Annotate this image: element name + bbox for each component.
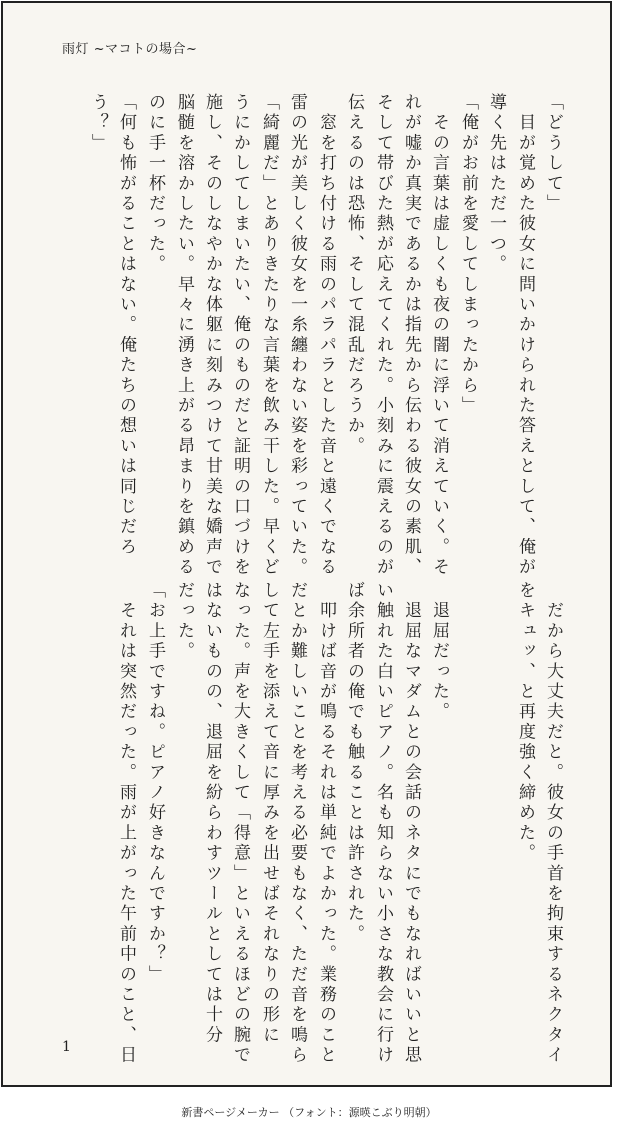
lower-line: それは突然だった。雨が上がった午前中のこと、日	[116, 581, 136, 1066]
upper-line: う？」	[88, 93, 108, 154]
lower-line: 「お上手ですね。ピアノ好きなんですか？」	[145, 581, 165, 985]
upper-line: れが嘘か真実であるかは指先から伝わる彼女の素肌、	[401, 93, 421, 578]
footer-credit: 新書ページメーカー （フォント：源暎こぶり明朝）	[181, 1106, 437, 1119]
lower-line: なった。声を大きくして「得意」といえるほどの腕で	[230, 581, 250, 1066]
page-number: 1	[62, 1039, 71, 1055]
upper-line: 「どうして」	[543, 93, 563, 215]
upper-line: 「何も怖がることはない。俺たちの想いは同じだろ	[116, 93, 136, 558]
upper-line: 施し、そのしなやかな体躯に刻みつけて甘美な嬌声で	[202, 93, 222, 578]
upper-line: のに手一杯だった。	[145, 93, 165, 275]
lower-line: して左手を添えて音に厚みを出せばそれなりの形に	[259, 581, 279, 1046]
lower-line: だとか難しいことを考える必要もなく、ただ音を鳴ら	[287, 581, 307, 1066]
novel-page	[1, 1, 612, 1087]
upper-line: 伝えるのは恐怖、そして混乱だろうか。	[344, 93, 364, 457]
lower-line: い触れた白いピアノ。名も知らない小さな教会に行け	[373, 581, 393, 1066]
upper-line: 目が覚めた彼女に問いかけられた答えとして、俺が	[515, 93, 535, 578]
lower-line: 退屈だった。	[429, 581, 449, 723]
upper-line: そして帯びた熱が応えてくれた。小刻みに震えるのが	[373, 93, 393, 578]
upper-line: うにかしてしまいたい、俺のものだと証明の口づけを	[230, 93, 250, 578]
page-title: 雨灯 ~マコトの場合~	[62, 42, 198, 57]
lower-line: だから大丈夫だと。彼女の手首を拘束するネクタイ	[543, 581, 563, 1066]
lower-line: だった。	[174, 581, 194, 662]
upper-line: 雷の光が美しく彼女を一糸纏わない姿を彩っていた。	[287, 93, 307, 578]
upper-line: 「俺がお前を愛してしまったから」	[458, 93, 478, 417]
lower-line: 叩けば音が鳴るそれは単純でよかった。業務のこと	[316, 581, 336, 1066]
lower-line: はないものの、退屈を紛らわすツールとしては十分	[202, 581, 222, 1046]
lower-line: ば余所者の俺でも触ることは許された。	[344, 581, 364, 945]
upper-line: 脳髄を溶かしたい。早々に湧き上がる昂まりを鎮める	[174, 93, 194, 578]
upper-line: 「綺麗だ」とありきたりな言葉を飲み干した。早くど	[259, 93, 279, 578]
upper-line: その言葉は虚しくも夜の闇に浮いて消えていく。そ	[429, 93, 449, 578]
upper-line: 窓を打ち付ける雨のパラパラとした音と遠くでなる	[316, 93, 336, 578]
lower-line: 退屈なマダムとの会話のネタにでもなればいいと思	[401, 581, 421, 1066]
upper-line: 導く先はただ一つ。	[486, 93, 506, 275]
lower-line: をキュッ、と再度強く締めた。	[515, 581, 535, 864]
